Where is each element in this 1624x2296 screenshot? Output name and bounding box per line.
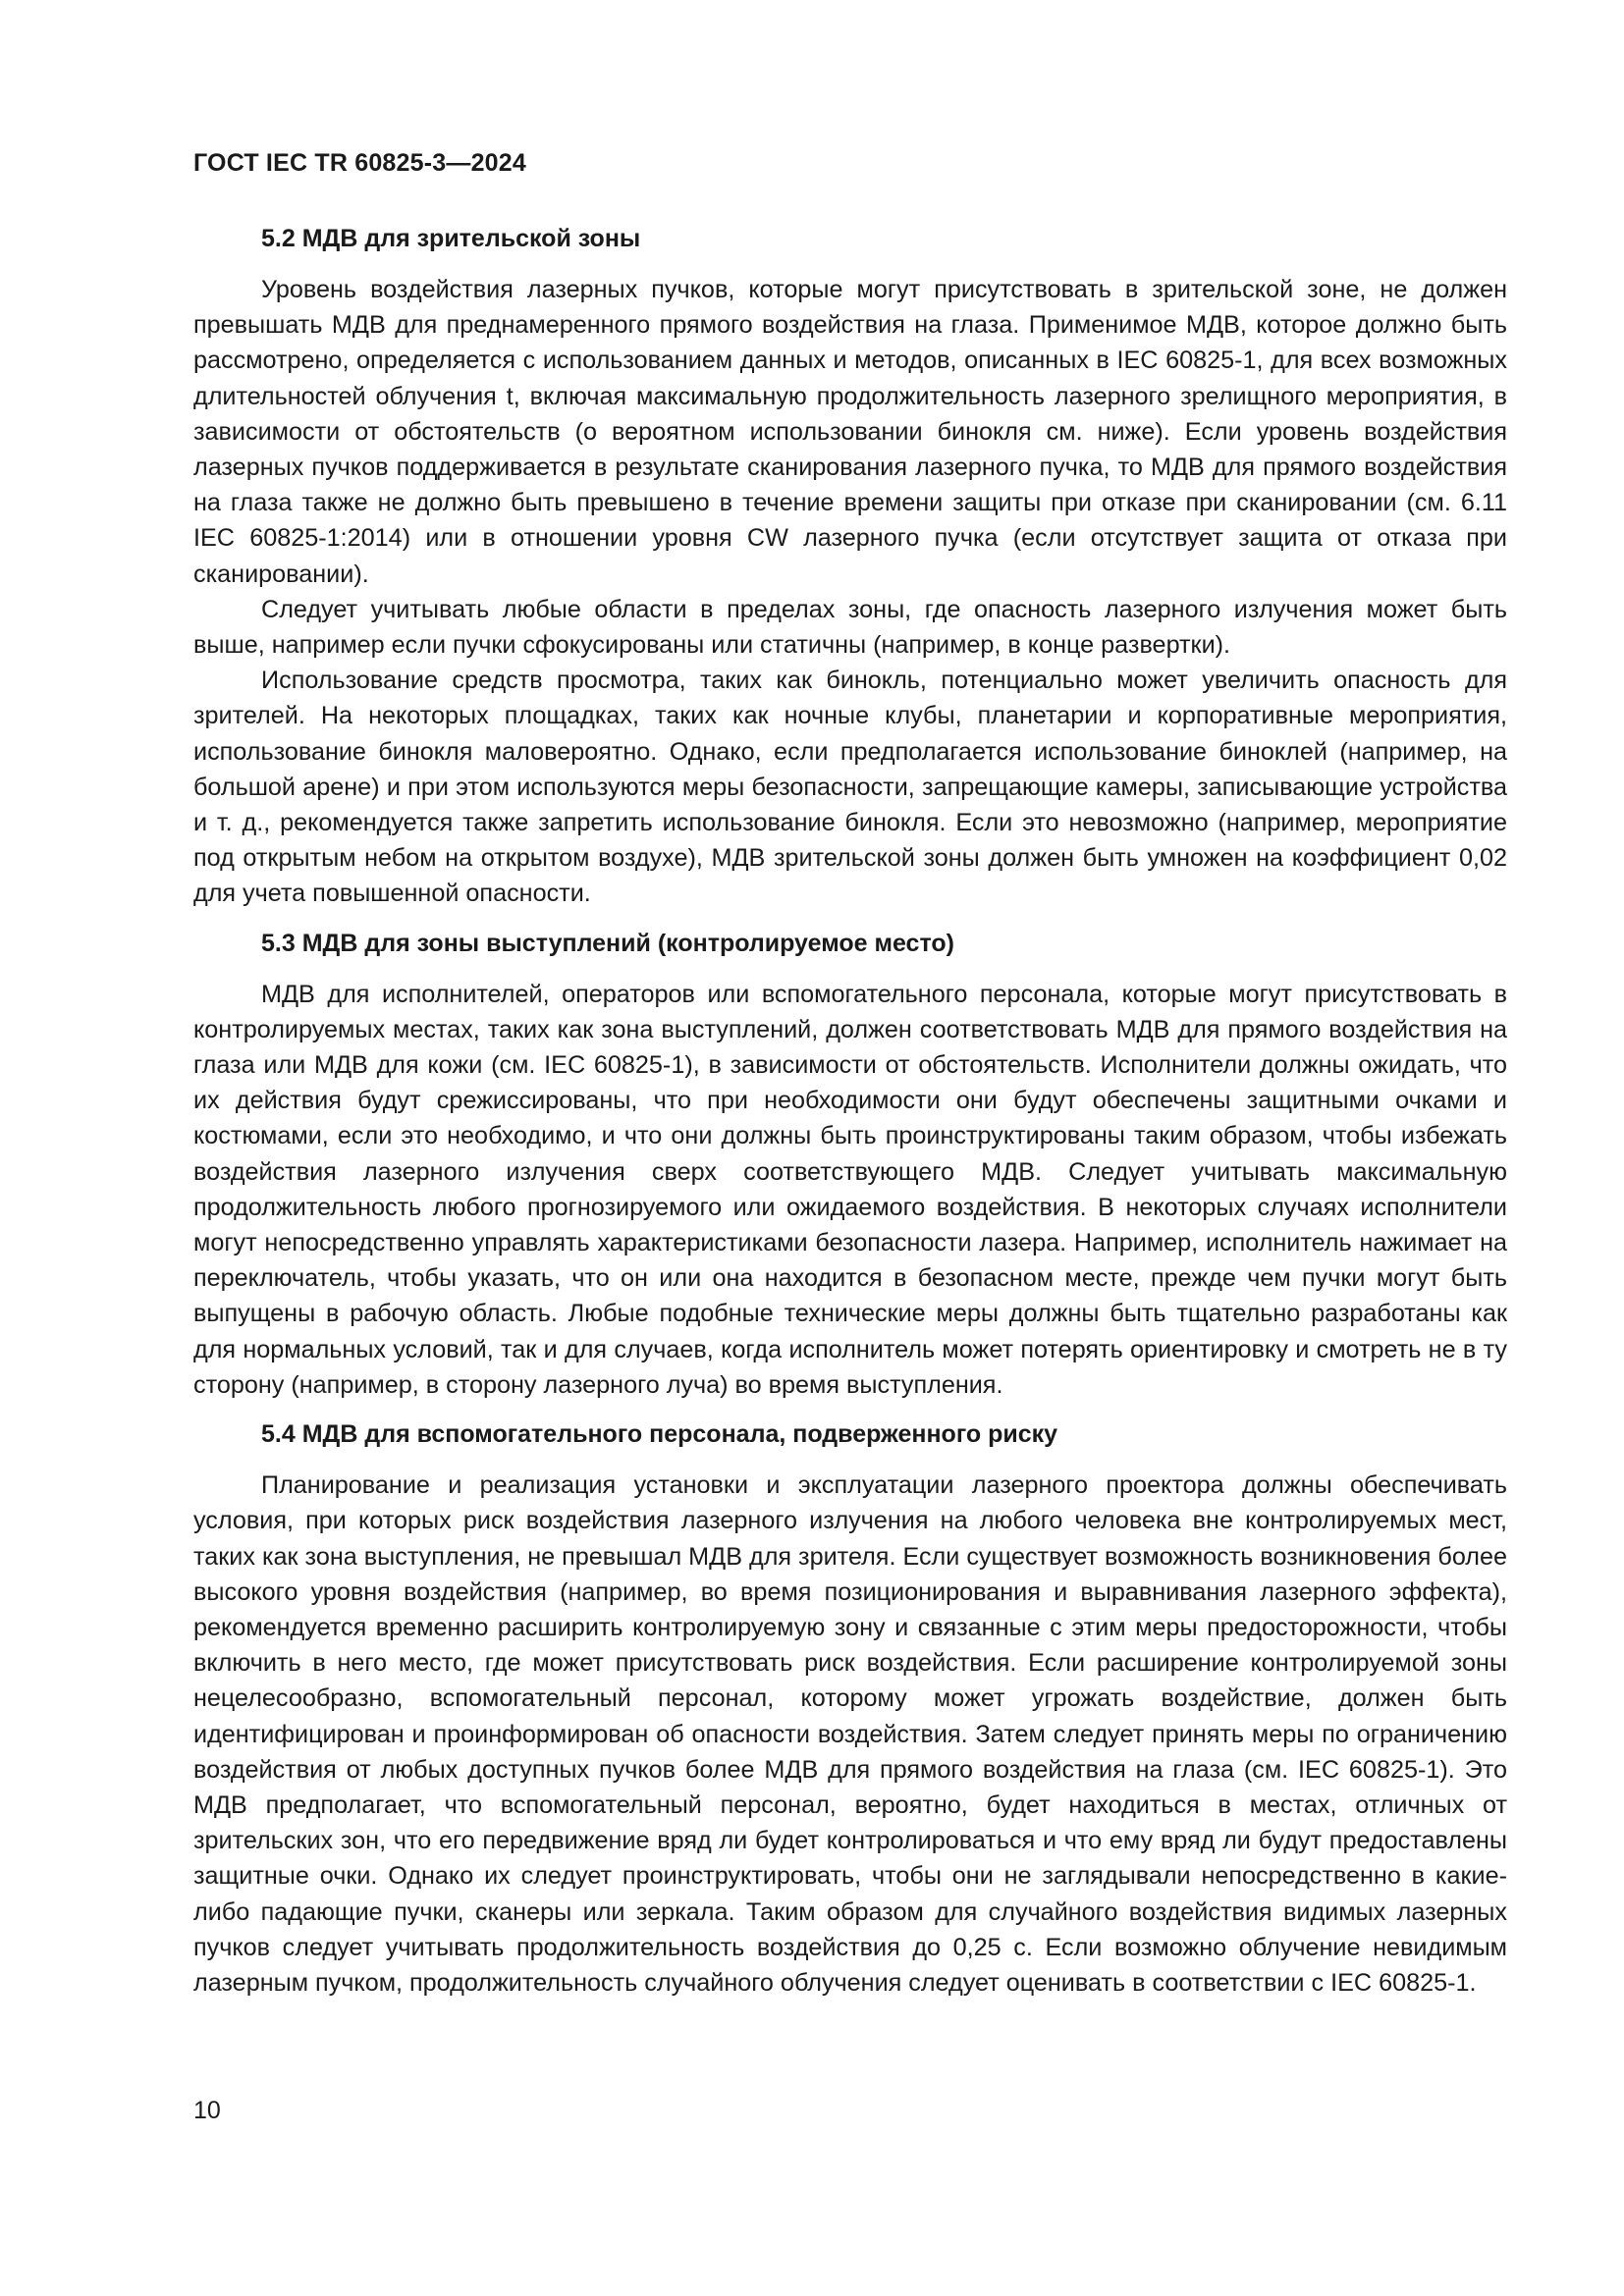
document-header: ГОСТ IEC TR 60825-3—2024 <box>193 149 526 177</box>
section-5-4 <box>193 1416 1507 2001</box>
section-5-3 <box>193 926 1507 1403</box>
paragraph: Использование средств просмотра, таких как бинокль, потенциально может увеличить опасность для зрителей. На некоторых площадках, таких как ночные клубы, планетарии и корпоративные мероприятия, использование бинокля маловероятно. Однако, если предполагается использование биноклей (например, на большой арене) и при этом используются меры безопасности, запрещающие камеры, записывающие устройства и т. д., рекомендуется также запретить использование бинокля. Если это невозможно (например, мероприятие под открытым небом на открытом воздухе), МДВ зрительской зоны должен быть умножен на коэффициент 0,02 для учета повышенной опасности. <box>193 667 1507 908</box>
paragraph: Планирование и реализация установки и эксплуатации лазерного проектора должны обеспечивать условия, при которых риск воздействия лазерного излучения на любого человека вне контролируемых мест, таких как зона выступления, не превышал МДВ для зрителя. Если существует возможность возникновения более высокого уровня воздействия (например, во время позиционирования и выравнивания лазерного эффекта), рекомендуется временно расширить контролируемую зону и связанные с этим меры предосторожности, чтобы включить в него место, где может присутствовать риск воздействия. Если расширение контролируемой зоны нецелесообразно, вспомогательный персонал, которому может угрожать воздействие, должен быть идентифицирован и проинформирован об опасности воздействия. Затем следует принять меры по ограничению воздействия от любых доступных пучков более МДВ для прямого воздействия на глаза (см. IEC 60825-1). Это МДВ предполагает, что вспомогательный персонал, вероятно, будет находиться в местах, отличных от зрительских зон, что его передвижение вряд ли будет контролироваться и что ему вряд ли будут предоставлены защитные очки. Однако их следует проинструктировать, чтобы они не заглядывали непосредственно в какие-либо падающие пучки, сканеры или зеркала. Таким образом для случайного воздействия видимых лазерных пучков следует учитывать продолжительность воздействия до 0,25 с. Если возможно облучение невидимым лазерным пучком, продолжительность случайного облучения следует оценивать в соответствии с IEC 60825-1. <box>193 1471 1507 1997</box>
section-title: 5.2 МДВ для зрительской зоны <box>261 225 641 252</box>
paragraph: МДВ для исполнителей, операторов или вспомогательного персонала, которые могут присутствовать в контролируемых местах, таких как зона выступлений, должен соответствовать МДВ для прямого воздействия на глаза или МДВ для кожи (см. IEC 60825-1), в зависимости от обстоятельств. Исполнители должны ожидать, что их действия будут срежиссированы, что при необходимости они будут обеспечены защитными очками и костюмами, если это необходимо, и что они должны быть проинструктированы таким образом, чтобы избежать воздействия лазерного излучения сверх соответствующего МДВ. Следует учитывать максимальную продолжительность любого прогнозируемого или ожидаемого воздействия. В некоторых случаях исполнители могут непосредственно управлять характеристиками безопасности лазера. Например, исполнитель нажимает на переключатель, чтобы указать, что он или она находится в безопасном месте, прежде чем пучки могут быть выпущены в рабочую область. Любые подобные технические меры должны быть тщательно разработаны как для нормальных условий, так и для случаев, когда исполнитель может потерять ориентировку и смотреть не в ту сторону (например, в сторону лазерного луча) во время выступления. <box>193 980 1507 1399</box>
paragraph: Следует учитывать любые области в пределах зоны, где опасность лазерного излучения может быть выше, например если пучки сфокусированы или статичны (например, в конце развертки). <box>193 595 1507 660</box>
paragraph: Уровень воздействия лазерных пучков, которые могут присутствовать в зрительской зоне, не должен превышать МДВ для преднамеренного прямого воздействия на глаза. Применимое МДВ, которое должно быть рассмотрено, определяется с использованием данных и методов, описанных в IEC 60825-1, для всех возможных длительностей облучения t, включая максимальную продолжительность лазерного зрелищного мероприятия, в зависимости от обстоятельств (о вероятном использовании бинокля см. ниже). Если уровень воздействия лазерных пучков поддерживается в результате сканирования лазерного пучка, то МДВ для прямого воздействия на глаза также не должно быть превышено в течение времени защиты при отказе при сканировании (см. 6.11 IEC 60825-1:2014) или в отношении уровня CW лазерного пучка (если отсутствует защита от отказа при сканировании). <box>193 276 1507 588</box>
document-body <box>193 221 1507 2014</box>
section-5-2 <box>193 221 1507 912</box>
section-title: 5.4 МДВ для вспомогательного персонала, подверженного риску <box>261 1420 1058 1449</box>
page-number: 10 <box>193 2097 221 2124</box>
section-title: 5.3 МДВ для зоны выступлений (контролируемое место) <box>261 929 954 957</box>
